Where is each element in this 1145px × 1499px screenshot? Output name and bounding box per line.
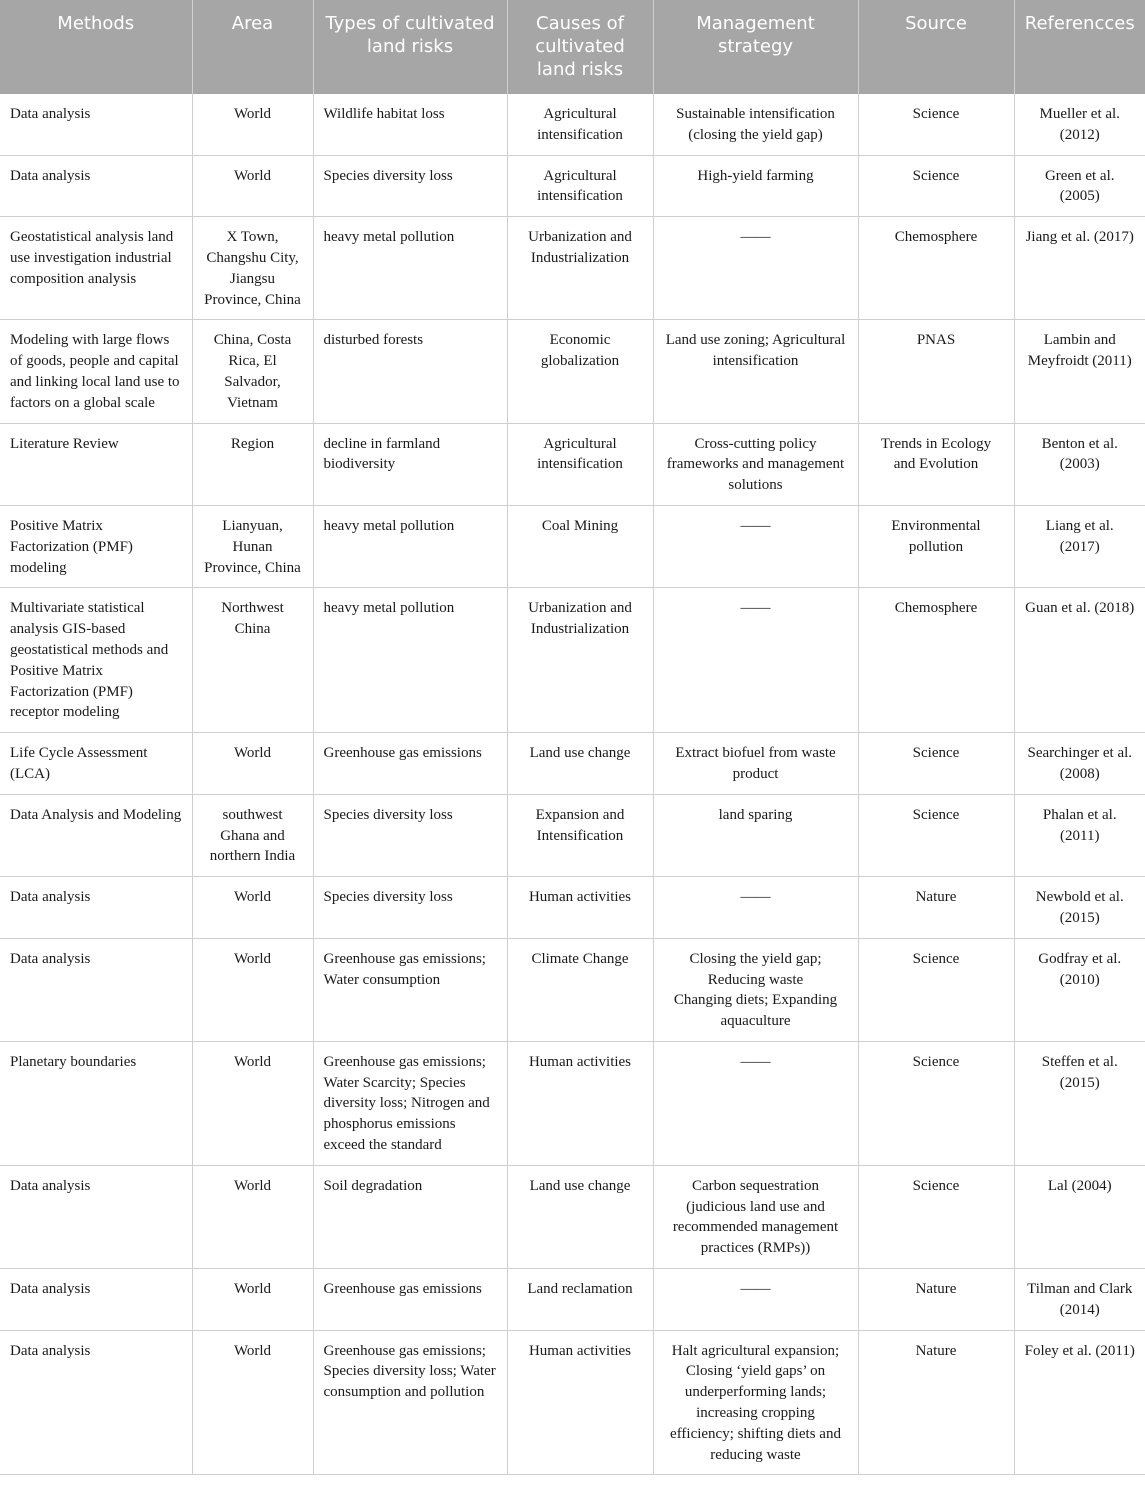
table-row bbox=[0, 1041, 1145, 1165]
cell-source: Science bbox=[858, 1165, 1014, 1268]
table-row bbox=[0, 320, 1145, 423]
table-header bbox=[0, 0, 1145, 94]
cell-methods: Multivariate statistical analysis GIS-based geostatistical methods and Positive Matrix Factorization (PMF) receptor modeling bbox=[0, 588, 192, 733]
cell-methods: Data analysis bbox=[0, 155, 192, 217]
cell-types: Greenhouse gas emissions; Water consumption bbox=[313, 938, 507, 1041]
cell-management: High-yield farming bbox=[653, 155, 858, 217]
cell-methods: Data Analysis and Modeling bbox=[0, 794, 192, 876]
cell-management: —— bbox=[653, 588, 858, 733]
cell-management: Land use zoning; Agricultural intensification bbox=[653, 320, 858, 423]
table-row bbox=[0, 588, 1145, 733]
cell-source: Chemosphere bbox=[858, 588, 1014, 733]
cell-references: Benton et al. (2003) bbox=[1014, 423, 1145, 505]
cell-management: —— bbox=[653, 1041, 858, 1165]
cell-area: World bbox=[192, 155, 313, 217]
table-row bbox=[0, 1330, 1145, 1475]
cell-area: X Town, Changshu City, Jiangsu Province, China bbox=[192, 217, 313, 320]
cell-causes: Agricultural intensification bbox=[507, 155, 653, 217]
cell-causes: Land reclamation bbox=[507, 1269, 653, 1331]
header-source: Source bbox=[858, 0, 1014, 94]
cell-methods: Geostatistical analysis land use investigation industrial composition analysis bbox=[0, 217, 192, 320]
cell-source: Science bbox=[858, 1041, 1014, 1165]
cell-source: Trends in Ecology and Evolution bbox=[858, 423, 1014, 505]
cell-area: World bbox=[192, 877, 313, 939]
cell-source: PNAS bbox=[858, 320, 1014, 423]
cell-methods: Data analysis bbox=[0, 877, 192, 939]
cell-references: Mueller et al. (2012) bbox=[1014, 94, 1145, 155]
cell-area: World bbox=[192, 733, 313, 795]
cell-references: Jiang et al. (2017) bbox=[1014, 217, 1145, 320]
cell-management: Sustainable intensification (closing the yield gap) bbox=[653, 94, 858, 155]
cell-area: World bbox=[192, 94, 313, 155]
cell-area: World bbox=[192, 1330, 313, 1475]
cell-types: heavy metal pollution bbox=[313, 588, 507, 733]
cell-area: southwest Ghana and northern India bbox=[192, 794, 313, 876]
table-row bbox=[0, 94, 1145, 155]
table-row bbox=[0, 423, 1145, 505]
header-area: Area bbox=[192, 0, 313, 94]
header-causes: Causes of cultivated land risks bbox=[507, 0, 653, 94]
cell-management: land sparing bbox=[653, 794, 858, 876]
header-methods: Methods bbox=[0, 0, 192, 94]
cell-causes: Urbanization and Industrialization bbox=[507, 588, 653, 733]
cell-management: Halt agricultural expansion; Closing ‘yield gaps’ on underperforming lands; increasing cropping efficiency; shifting diets and reducing waste bbox=[653, 1330, 858, 1475]
cell-types: heavy metal pollution bbox=[313, 505, 507, 587]
cell-area: World bbox=[192, 938, 313, 1041]
cell-types: Species diversity loss bbox=[313, 155, 507, 217]
table-row bbox=[0, 1165, 1145, 1268]
cell-causes: Land use change bbox=[507, 733, 653, 795]
cell-source: Chemosphere bbox=[858, 217, 1014, 320]
header-references: Referencces bbox=[1014, 0, 1145, 94]
cell-management: Extract biofuel from waste product bbox=[653, 733, 858, 795]
cell-source: Science bbox=[858, 155, 1014, 217]
cell-references: Liang et al. (2017) bbox=[1014, 505, 1145, 587]
cell-area: China, Costa Rica, El Salvador, Vietnam bbox=[192, 320, 313, 423]
cell-references: Lambin and Meyfroidt (2011) bbox=[1014, 320, 1145, 423]
cell-references: Newbold et al. (2015) bbox=[1014, 877, 1145, 939]
cell-area: World bbox=[192, 1269, 313, 1331]
header-types: Types of cultivated land risks bbox=[313, 0, 507, 94]
cell-management: Cross-cutting policy frameworks and management solutions bbox=[653, 423, 858, 505]
cell-references: Lal (2004) bbox=[1014, 1165, 1145, 1268]
cell-types: disturbed forests bbox=[313, 320, 507, 423]
cell-source: Science bbox=[858, 794, 1014, 876]
cell-methods: Data analysis bbox=[0, 938, 192, 1041]
cell-area: Lianyuan, Hunan Province, China bbox=[192, 505, 313, 587]
cell-methods: Life Cycle Assessment (LCA) bbox=[0, 733, 192, 795]
header-management: Management strategy bbox=[653, 0, 858, 94]
cell-methods: Data analysis bbox=[0, 1165, 192, 1268]
cell-causes: Human activities bbox=[507, 1041, 653, 1165]
cell-references: Godfray et al. (2010) bbox=[1014, 938, 1145, 1041]
table-row bbox=[0, 505, 1145, 587]
cell-causes: Human activities bbox=[507, 877, 653, 939]
cell-types: decline in farmland biodiversity bbox=[313, 423, 507, 505]
cell-causes: Land use change bbox=[507, 1165, 653, 1268]
cell-area: World bbox=[192, 1165, 313, 1268]
cell-causes: Urbanization and Industrialization bbox=[507, 217, 653, 320]
table-row bbox=[0, 877, 1145, 939]
cell-methods: Positive Matrix Factorization (PMF) modeling bbox=[0, 505, 192, 587]
cell-types: Greenhouse gas emissions bbox=[313, 733, 507, 795]
cell-source: Nature bbox=[858, 1330, 1014, 1475]
cell-area: Northwest China bbox=[192, 588, 313, 733]
cell-types: heavy metal pollution bbox=[313, 217, 507, 320]
cell-types: Greenhouse gas emissions; Species diversity loss; Water consumption and pollution bbox=[313, 1330, 507, 1475]
table-row bbox=[0, 155, 1145, 217]
cell-area: Region bbox=[192, 423, 313, 505]
cell-references: Phalan et al. (2011) bbox=[1014, 794, 1145, 876]
cell-methods: Planetary boundaries bbox=[0, 1041, 192, 1165]
header-row bbox=[0, 0, 1145, 94]
cell-methods: Data analysis bbox=[0, 1269, 192, 1331]
table-row bbox=[0, 794, 1145, 876]
cell-causes: Agricultural intensification bbox=[507, 94, 653, 155]
cell-types: Wildlife habitat loss bbox=[313, 94, 507, 155]
cell-references: Foley et al. (2011) bbox=[1014, 1330, 1145, 1475]
cell-management: Carbon sequestration (judicious land use and recommended management practices (RMPs)) bbox=[653, 1165, 858, 1268]
cell-area: World bbox=[192, 1041, 313, 1165]
cell-causes: Expansion and Intensification bbox=[507, 794, 653, 876]
cell-methods: Data analysis bbox=[0, 1330, 192, 1475]
cell-types: Greenhouse gas emissions bbox=[313, 1269, 507, 1331]
cell-causes: Climate Change bbox=[507, 938, 653, 1041]
table-row bbox=[0, 1269, 1145, 1331]
table-row bbox=[0, 733, 1145, 795]
cell-types: Species diversity loss bbox=[313, 877, 507, 939]
cell-management: —— bbox=[653, 217, 858, 320]
cell-management: —— bbox=[653, 877, 858, 939]
cell-types: Species diversity loss bbox=[313, 794, 507, 876]
cell-management: —— bbox=[653, 505, 858, 587]
cell-references: Steffen et al. (2015) bbox=[1014, 1041, 1145, 1165]
cell-references: Guan et al. (2018) bbox=[1014, 588, 1145, 733]
cell-types: Soil degradation bbox=[313, 1165, 507, 1268]
cell-source: Science bbox=[858, 938, 1014, 1041]
cell-references: Tilman and Clark (2014) bbox=[1014, 1269, 1145, 1331]
cell-management: —— bbox=[653, 1269, 858, 1331]
table-row bbox=[0, 217, 1145, 320]
cell-causes: Economic globalization bbox=[507, 320, 653, 423]
cell-source: Environmental pollution bbox=[858, 505, 1014, 587]
cell-causes: Agricultural intensification bbox=[507, 423, 653, 505]
cell-source: Science bbox=[858, 94, 1014, 155]
table-row bbox=[0, 938, 1145, 1041]
cell-management: Closing the yield gap; Reducing waste Changing diets; Expanding aquaculture bbox=[653, 938, 858, 1041]
cell-types: Greenhouse gas emissions; Water Scarcity; Species diversity loss; Nitrogen and phosphorus emissions exceed the standard bbox=[313, 1041, 507, 1165]
cell-references: Searchinger et al. (2008) bbox=[1014, 733, 1145, 795]
cell-methods: Modeling with large flows of goods, people and capital and linking local land use to factors on a global scale bbox=[0, 320, 192, 423]
cell-methods: Literature Review bbox=[0, 423, 192, 505]
cell-source: Nature bbox=[858, 877, 1014, 939]
cell-methods: Data analysis bbox=[0, 94, 192, 155]
cell-causes: Coal Mining bbox=[507, 505, 653, 587]
cell-causes: Human activities bbox=[507, 1330, 653, 1475]
cell-source: Science bbox=[858, 733, 1014, 795]
table-body bbox=[0, 94, 1145, 1475]
cell-references: Green et al. (2005) bbox=[1014, 155, 1145, 217]
cell-source: Nature bbox=[858, 1269, 1014, 1331]
